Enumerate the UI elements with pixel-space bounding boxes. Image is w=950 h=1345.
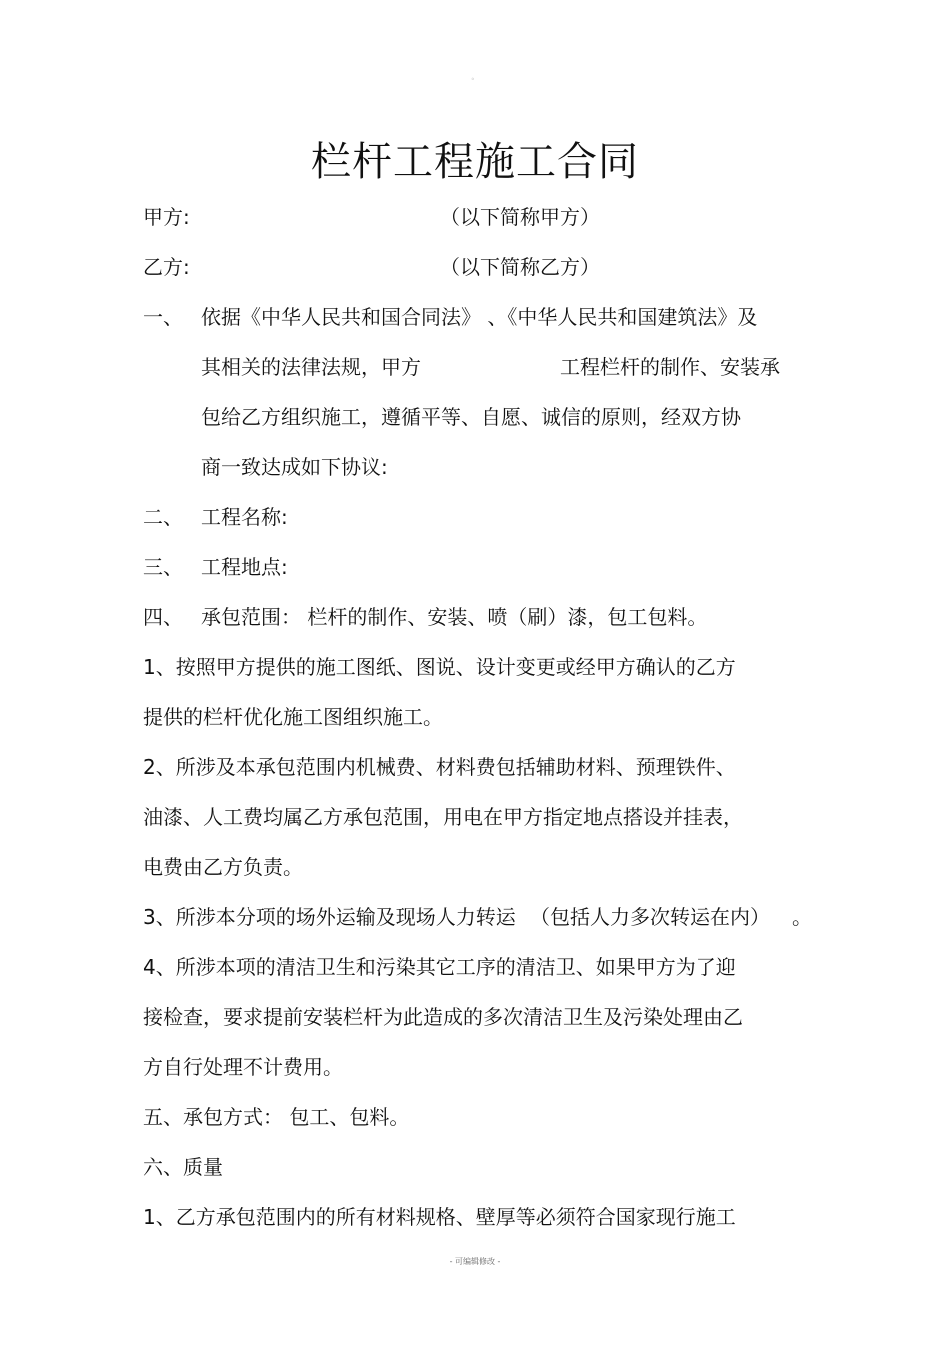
section-6-quality: 六、质量 xyxy=(143,1155,223,1179)
section-1-number: 一、 xyxy=(143,305,183,329)
clause-2-line-3: 电费由乙方负责。 xyxy=(143,855,303,879)
section-2-number: 二、 xyxy=(143,505,183,529)
project-name-label: 工程名称: xyxy=(201,505,288,529)
section-1-line-1: 依据《中华人民共和国合同法》 、《中华人民共和国建筑法》及 xyxy=(201,305,758,329)
clause-1-line-1: 1、按照甲方提供的施工图纸、图说、设计变更或经甲方确认的乙方 xyxy=(143,655,736,679)
scope-of-work: 承包范围： 栏杆的制作、安装、喷（刷）漆，包工包料。 xyxy=(201,605,708,629)
page-title: 栏杆工程施工合同 xyxy=(311,139,639,185)
section-1-line-2b: 工程栏杆的制作、安装承 xyxy=(560,355,780,379)
quality-clause-1-line-1: 1、乙方承包范围内的所有材料规格、壁厚等必须符合国家现行施工 xyxy=(143,1205,736,1229)
section-3-number: 三、 xyxy=(143,555,183,579)
section-1-line-4: 商一致达成如下协议: xyxy=(201,455,388,479)
party-b-note: （以下简称乙方） xyxy=(440,255,600,279)
header-mark: 。 xyxy=(471,73,479,81)
clause-1-line-2: 提供的栏杆优化施工图组织施工。 xyxy=(143,705,443,729)
section-1-line-3: 包给乙方组织施工，遵循平等、自愿、诚信的原则，经双方协 xyxy=(201,405,741,429)
clause-3-parenthetical: （包括人力多次转运在内） xyxy=(530,905,770,929)
clause-2-line-1: 2、所涉及本承包范围内机械费、材料费包括辅助材料、预理铁件、 xyxy=(143,755,736,779)
page-footer: - 可编辑修改 - xyxy=(449,1257,501,1266)
clause-2-line-2: 油漆、人工费均属乙方承包范围，用电在甲方指定地点搭设并挂表， xyxy=(143,805,743,829)
project-location-label: 工程地点: xyxy=(201,555,288,579)
section-1-line-2a: 其相关的法律法规，甲方 xyxy=(201,355,421,379)
clause-4-line-3: 方自行处理不计费用。 xyxy=(143,1055,343,1079)
clause-4-line-1: 4、所涉本项的清洁卫生和污染其它工序的清洁卫、如果甲方为了迎 xyxy=(143,955,736,979)
clause-3-period: 。 xyxy=(792,905,812,929)
clause-4-line-2: 接检查，要求提前安装栏杆为此造成的多次清洁卫生及污染处理由乙 xyxy=(143,1005,743,1029)
party-a-note: （以下简称甲方） xyxy=(440,205,600,229)
section-4-number: 四、 xyxy=(143,605,183,629)
party-b-label: 乙方: xyxy=(143,255,190,279)
party-a-label: 甲方: xyxy=(143,205,190,229)
section-5-contract-mode: 五、承包方式： 包工、包料。 xyxy=(143,1105,410,1129)
clause-3-line-1: 3、所涉本分项的场外运输及现场人力转运 xyxy=(143,905,516,929)
